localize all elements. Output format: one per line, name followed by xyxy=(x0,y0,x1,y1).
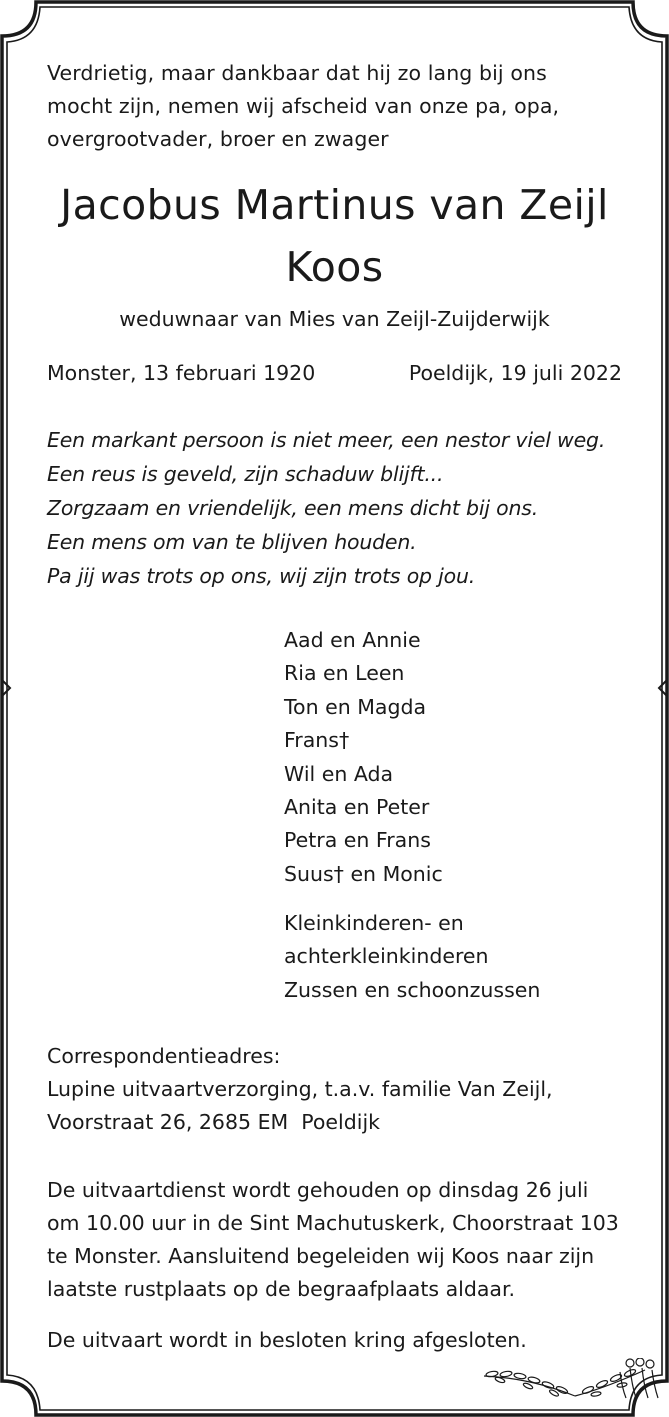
extended-family-list xyxy=(284,907,540,1007)
family-item: Ria en Leen xyxy=(284,661,405,686)
family-item: Frans† xyxy=(284,728,350,753)
birth-date: Monster, 13 februari 1920 xyxy=(47,361,316,385)
family-item: Aad en Annie xyxy=(284,628,421,652)
intro-text xyxy=(47,57,622,156)
death-date: Poeldijk, 19 juli 2022 xyxy=(408,361,622,385)
family-item: Ton en Magda xyxy=(284,694,427,719)
service-line: te Monster. Aansluitend begeleiden wij Koos naar zijn xyxy=(47,1244,595,1268)
poem-line: Zorgzaam en vriendelijk, een mens dicht bij ons. xyxy=(47,496,539,520)
service-line: De uitvaartdienst wordt gehouden op dinsdag 26 juli xyxy=(47,1178,589,1202)
closing-text: De uitvaart wordt in besloten kring afgesloten. xyxy=(47,1328,527,1352)
poem-line: Een mens om van te blijven houden. xyxy=(47,530,417,554)
family-item: achterkleinkinderen xyxy=(284,944,489,969)
poem-line: Een reus is geveld, zijn schaduw blijft... xyxy=(47,462,444,486)
service-line: om 10.00 uur in de Sint Machutuskerk, Choorstraat 103 xyxy=(47,1211,619,1235)
poem xyxy=(47,423,622,593)
poem-line: Een markant persoon is niet meer, een nestor viel weg. xyxy=(47,428,606,452)
intro-line: overgrootvader, broer en zwager xyxy=(47,127,389,151)
family-item: Anita en Peter xyxy=(284,795,430,820)
widower-line: weduwnaar van Mies van Zeijl-Zuijderwijk xyxy=(119,307,550,331)
intro-line: Verdrietig, maar dankbaar dat hij zo lang bij ons xyxy=(47,61,547,85)
family-list xyxy=(284,624,443,891)
family-item: Petra en Frans xyxy=(284,828,431,853)
correspondence-heading: Correspondentieadres: xyxy=(47,1044,281,1068)
correspondence-line: Voorstraat 26, 2685 EM Poeldijk xyxy=(47,1110,381,1134)
deceased-full-name: Jacobus Martinus van Zeijl xyxy=(60,181,609,229)
deceased-name-block xyxy=(47,174,622,298)
family-item: Suus† en Monic xyxy=(284,861,443,886)
correspondence-address xyxy=(47,1040,553,1139)
family-item: Kleinkinderen- en xyxy=(284,911,464,935)
family-item: Wil en Ada xyxy=(284,761,394,786)
intro-line: mocht zijn, nemen wij afscheid van onze pa, opa, xyxy=(47,94,560,118)
family-item: Zussen en schoonzussen xyxy=(284,977,541,1002)
deceased-nickname: Koos xyxy=(285,243,384,291)
laurel-branch-icon xyxy=(480,1358,669,1417)
correspondence-line: Lupine uitvaartverzorging, t.a.v. familie Van Zeijl, xyxy=(47,1077,553,1101)
poem-line: Pa jij was trots op ons, wij zijn trots op jou. xyxy=(47,564,476,588)
funeral-service-text xyxy=(47,1174,622,1306)
service-line: laatste rustplaats op de begraafplaats aldaar. xyxy=(47,1277,516,1301)
